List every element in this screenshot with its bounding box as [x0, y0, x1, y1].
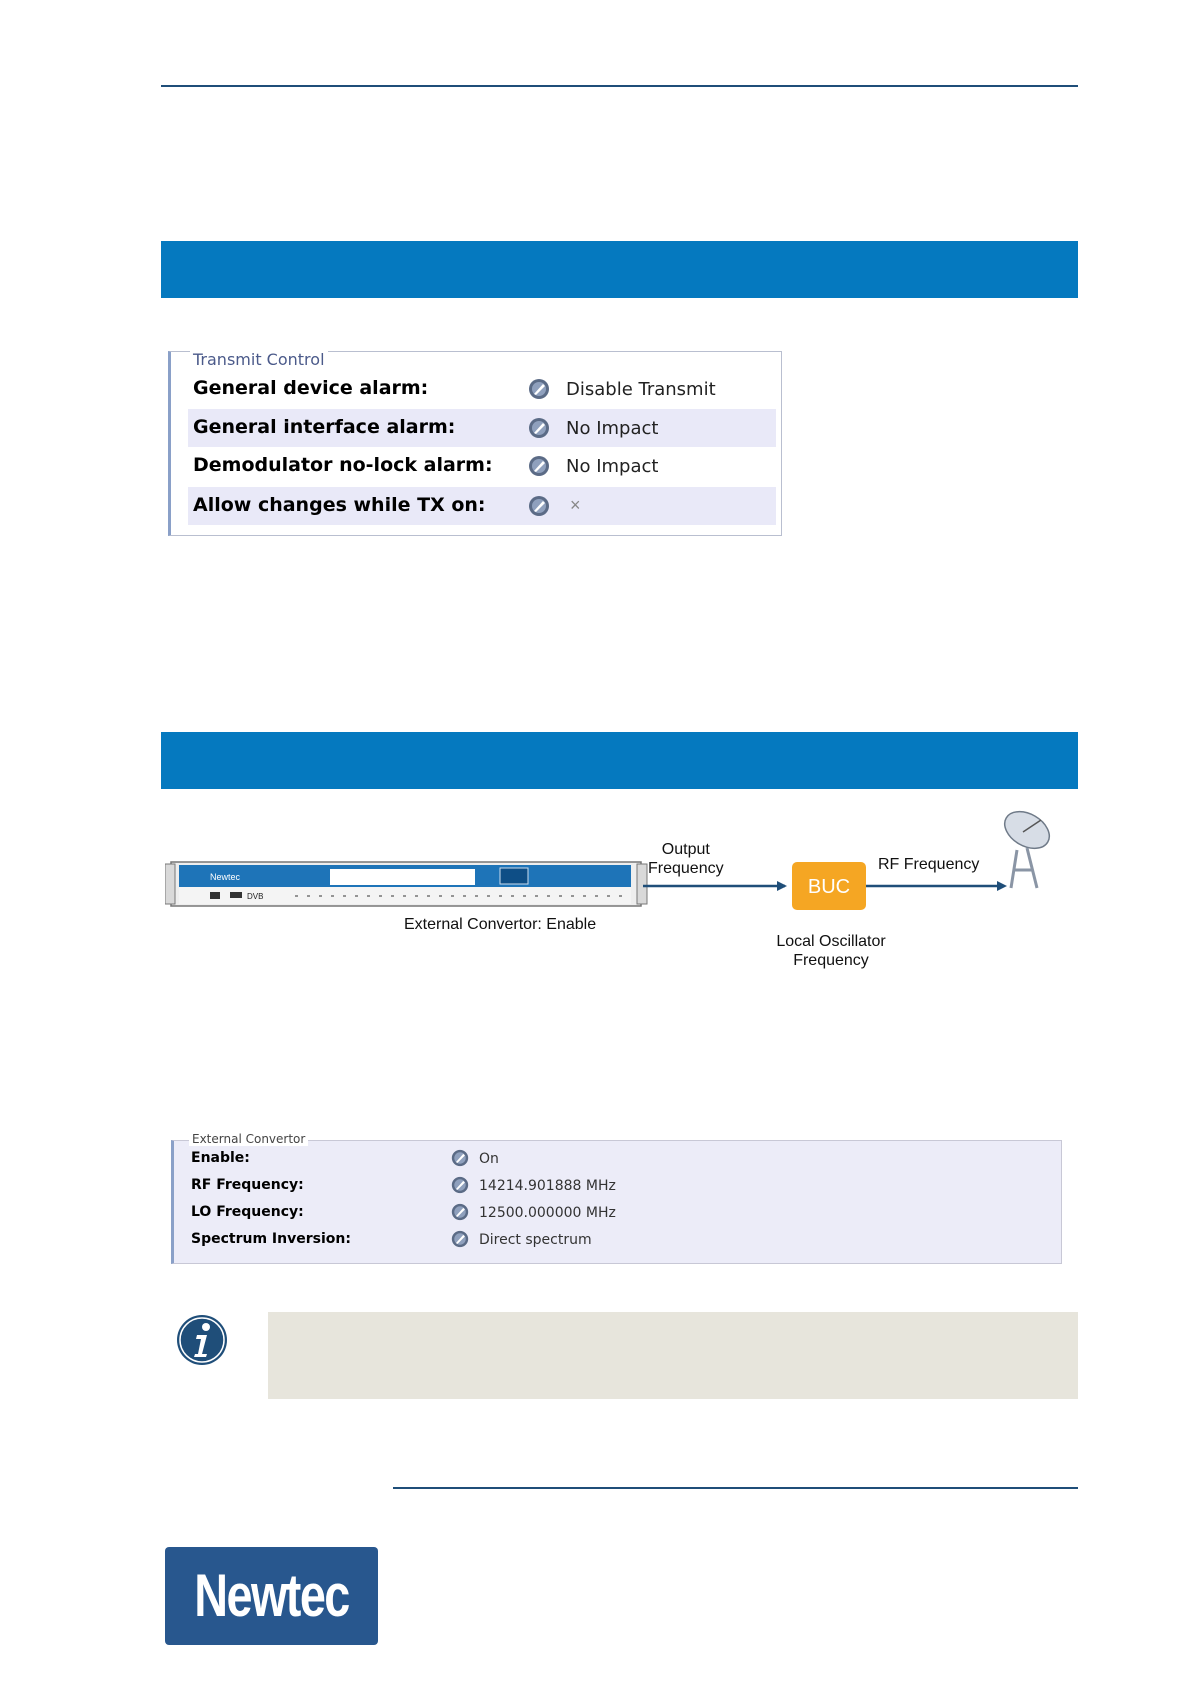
section-banner-1: [161, 241, 1078, 298]
output-line-1: Output: [661, 841, 710, 858]
edit-icon[interactable]: [451, 1230, 469, 1248]
external-convertor-legend: External Convertor: [189, 1132, 308, 1146]
satellite-dish-icon: [998, 810, 1056, 888]
lo-line-1: Local Oscillator: [776, 933, 886, 950]
ec-value: Direct spectrum: [479, 1232, 592, 1248]
arrow-head-1: [777, 881, 787, 891]
output-line-2: Frequency: [648, 860, 724, 877]
tc-label: Allow changes while TX on:: [193, 494, 486, 516]
ec-label: Spectrum Inversion:: [191, 1231, 351, 1247]
ec-value: 14214.901888 MHz: [479, 1178, 616, 1194]
tc-row-interface-alarm: [188, 409, 776, 447]
signal-chain-diagram: [165, 810, 1065, 980]
buc-label: BUC: [807, 876, 851, 898]
info-icon: [175, 1313, 229, 1367]
edit-icon[interactable]: [451, 1176, 469, 1194]
footer-rule: [393, 1487, 1078, 1489]
tc-label: General device alarm:: [193, 377, 429, 399]
lo-frequency-label: [775, 932, 887, 970]
edit-icon[interactable]: [528, 417, 550, 439]
newtec-logo: [165, 1547, 378, 1645]
tc-value: No Impact: [566, 418, 659, 439]
tc-value: Disable Transmit: [566, 379, 716, 400]
ec-label: RF Frequency:: [191, 1177, 304, 1193]
edit-icon[interactable]: [451, 1149, 469, 1167]
lo-line-2: Frequency: [793, 952, 869, 969]
tc-label: Demodulator no-lock alarm:: [193, 454, 493, 476]
tc-label: General interface alarm:: [193, 416, 456, 438]
edit-icon[interactable]: [528, 495, 550, 517]
ec-row-spectrum-inversion: [191, 1226, 1051, 1252]
tc-value: No Impact: [566, 456, 659, 477]
header-rule: [161, 85, 1078, 87]
edit-icon[interactable]: [528, 378, 550, 400]
edit-icon[interactable]: [528, 455, 550, 477]
transmit-control-legend: Transmit Control: [190, 350, 328, 369]
section-banner-2: [161, 732, 1078, 789]
arrow-head-2: [997, 881, 1007, 891]
ec-value: 12500.000000 MHz: [479, 1205, 616, 1221]
disabled-x-icon: ×: [570, 495, 581, 515]
external-convertor-caption: External Convertor: Enable: [404, 916, 597, 933]
device-brand-text: Newtec: [210, 872, 241, 882]
ec-row-rf-frequency: [191, 1172, 1051, 1198]
logo-text: Newtec: [194, 1562, 349, 1629]
rf-frequency-label: RF Frequency: [878, 856, 980, 873]
modulator-device-image: [165, 862, 647, 906]
tc-row-device-alarm: [188, 370, 776, 408]
tc-row-allow-changes: [188, 487, 776, 525]
device-dvb-text: DVB: [247, 892, 264, 901]
ec-row-lo-frequency: [191, 1199, 1051, 1225]
edit-icon[interactable]: [451, 1203, 469, 1221]
note-box: [268, 1312, 1078, 1399]
ec-row-enable: [191, 1145, 1051, 1171]
ec-value: On: [479, 1151, 499, 1167]
ec-label: Enable:: [191, 1150, 250, 1166]
output-frequency-label: [648, 840, 724, 878]
ec-label: LO Frequency:: [191, 1204, 304, 1220]
tc-row-demod-alarm: [188, 447, 776, 485]
